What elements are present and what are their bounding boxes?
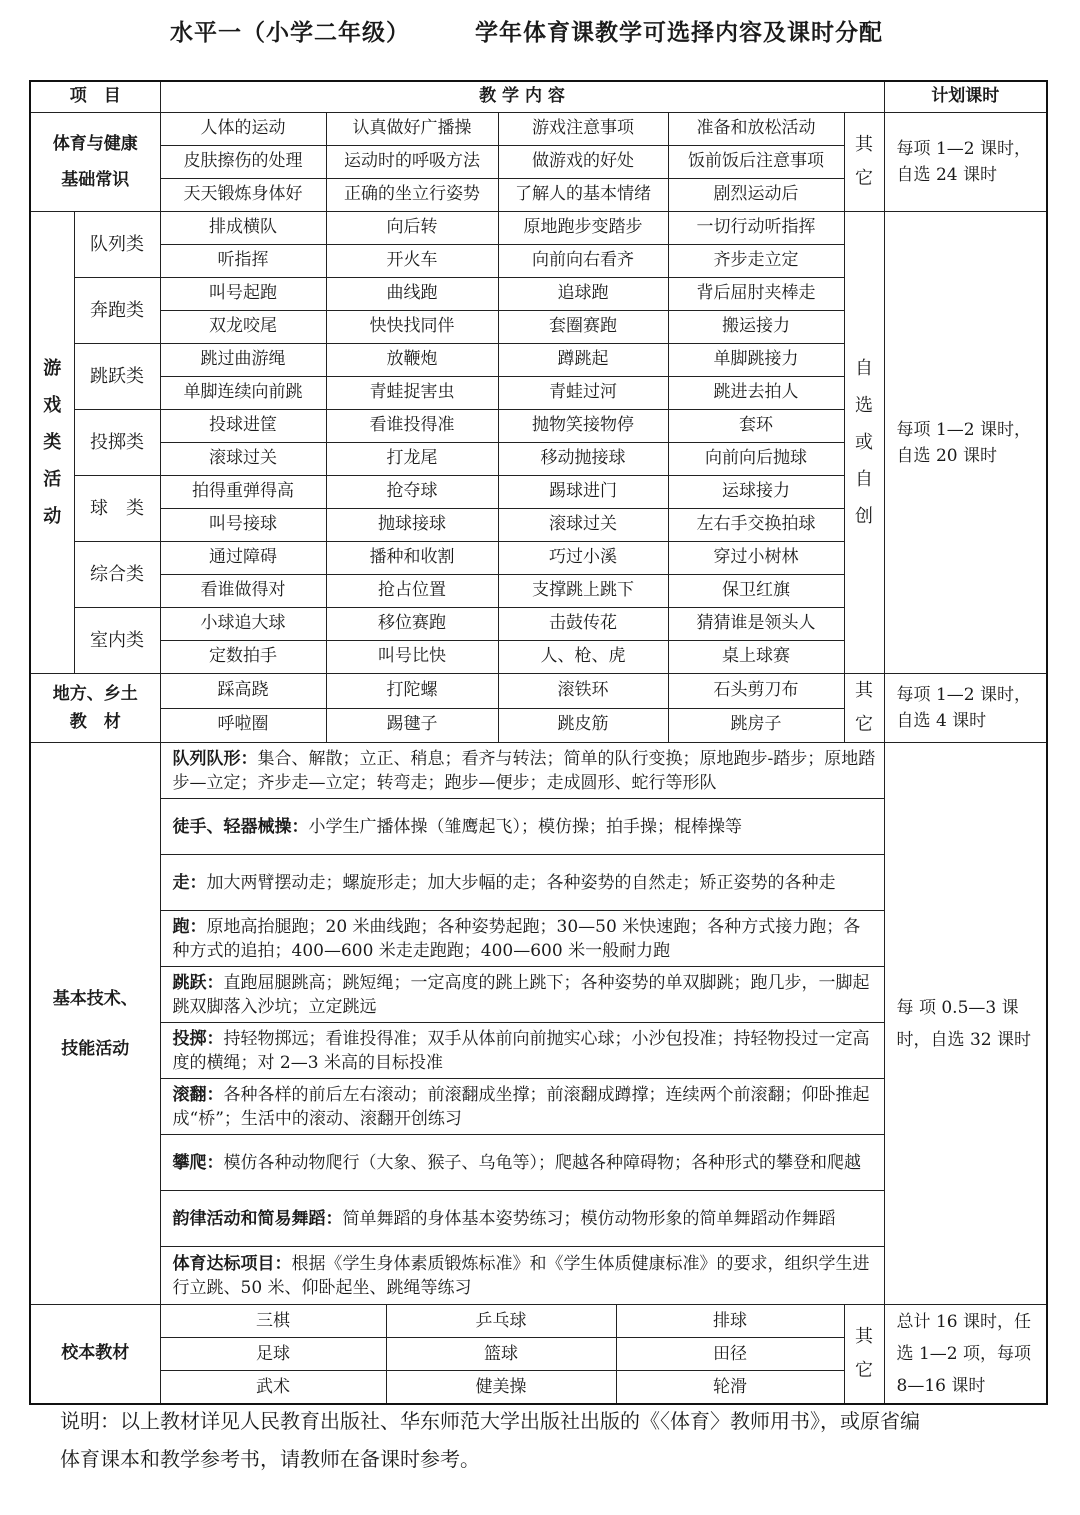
content-cell: 开火车 xyxy=(326,245,498,278)
content-cell: 套圈赛跑 xyxy=(498,311,668,344)
content-cell: 天天锻炼身体好 xyxy=(160,179,326,212)
local-label xyxy=(30,674,160,743)
content-cell: 叫号起跑 xyxy=(160,278,326,311)
content-cell: 踢毽子 xyxy=(326,708,498,743)
content-cell: 滚球过关 xyxy=(498,509,668,542)
skills-hours xyxy=(884,743,1047,1305)
content-cell: 单脚跳接力 xyxy=(668,344,844,377)
content-cell: 皮肤擦伤的处理 xyxy=(160,146,326,179)
skill-head: 投掷： xyxy=(172,1028,224,1049)
health-label-line2: 基础常识 xyxy=(61,170,130,190)
content-cell: 快快找同伴 xyxy=(326,311,498,344)
skill-text: 持轻物掷远；看谁投得准；双手从体前向前抛实心球；小沙包投准；持轻物投过一定高度的横绳；对 2—3 米高的目标投准 xyxy=(172,1028,870,1073)
category-label: 综合类 xyxy=(74,542,160,608)
health-hours-line1: 每项 1—2 课时， xyxy=(896,139,1031,159)
content-cell: 三棋 xyxy=(161,1305,387,1337)
table-row xyxy=(30,212,1047,245)
local-label-line2: 教 材 xyxy=(69,712,121,732)
table-row xyxy=(30,1305,1047,1338)
category-label: 室内类 xyxy=(74,608,160,674)
other-label: 其 它 xyxy=(844,1305,884,1405)
table-row xyxy=(30,674,1047,709)
header-project: 项 目 xyxy=(30,81,160,113)
table-row xyxy=(30,113,1047,146)
content-cell: 巧过小溪 xyxy=(498,542,668,575)
content-cell: 跳房子 xyxy=(668,708,844,743)
content-cell: 田径 xyxy=(713,1344,747,1364)
skill-item xyxy=(160,855,884,911)
school-label: 校本教材 xyxy=(30,1305,160,1405)
content-cell: 猜猜谁是领头人 xyxy=(668,608,844,641)
content-cell: 运球接力 xyxy=(668,476,844,509)
content-cell: 一切行动听指挥 xyxy=(668,212,844,245)
skill-text: 简单舞蹈的身体基本姿势练习；模仿动物形象的简单舞蹈动作舞蹈 xyxy=(342,1208,836,1229)
skill-head: 跳跃： xyxy=(172,972,224,993)
content-cell: 抢夺球 xyxy=(326,476,498,509)
content-cell: 正确的坐立行姿势 xyxy=(326,179,498,212)
skills-hours-line2: 时，自选 32 课时 xyxy=(896,1029,1031,1050)
local-label-line1: 地方、乡土 xyxy=(52,684,138,704)
content-cell: 套环 xyxy=(668,410,844,443)
content-cell: 左右手交换拍球 xyxy=(668,509,844,542)
school-row-flex xyxy=(161,1305,844,1337)
skill-head: 体育达标项目： xyxy=(172,1253,292,1274)
games-hours-line2: 自选 20 课时 xyxy=(896,445,997,466)
content-cell: 运动时的呼吸方法 xyxy=(326,146,498,179)
health-label xyxy=(30,113,160,212)
local-hours-line1: 每项 1—2 课时， xyxy=(896,685,1031,705)
skill-head: 队列队形： xyxy=(172,748,258,769)
health-hours-line2: 自选 24 课时 xyxy=(896,165,997,185)
skills-label-line1: 基本技术、 xyxy=(52,988,138,1009)
skill-head: 跑： xyxy=(172,916,207,937)
content-cell: 叫号接球 xyxy=(160,509,326,542)
content-cell: 曲线跑 xyxy=(326,278,498,311)
content-cell: 排成横队 xyxy=(160,212,326,245)
choice-label: 自 选 或 自 创 xyxy=(844,212,884,674)
skill-head: 滚翻： xyxy=(172,1084,224,1105)
content-cell: 看谁投得准 xyxy=(326,410,498,443)
content-cell: 蹲跳起 xyxy=(498,344,668,377)
content-cell: 穿过小树林 xyxy=(668,542,844,575)
content-cell: 单脚连续向前跳 xyxy=(160,377,326,410)
content-cell: 向后转 xyxy=(326,212,498,245)
games-hours-line1: 每项 1—2 课时， xyxy=(896,419,1031,440)
skill-text: 直跑屈腿跳高；跳短绳；一定高度的跳上跳下；各种姿势的单双脚跳；跑几步，一脚起跳双脚落入沙坑；立定跳远 xyxy=(172,972,870,1017)
skills-label xyxy=(30,743,160,1305)
games-hours xyxy=(884,212,1047,674)
skill-text: 小学生广播体操（雏鹰起飞）；模仿操；拍手操；棍棒操等 xyxy=(308,816,742,837)
footnote xyxy=(60,1402,1030,1478)
content-cell: 放鞭炮 xyxy=(326,344,498,377)
skill-head: 攀爬： xyxy=(172,1152,224,1173)
content-cell: 剧烈运动后 xyxy=(668,179,844,212)
skill-item xyxy=(160,1135,884,1191)
content-cell: 准备和放松活动 xyxy=(668,113,844,146)
local-hours-line2: 自选 4 课时 xyxy=(896,711,987,731)
content-cell: 青蛙捉害虫 xyxy=(326,377,498,410)
header-content: 教 学 内 容 xyxy=(160,81,884,113)
content-cell: 看谁做得对 xyxy=(160,575,326,608)
content-cell: 游戏注意事项 xyxy=(498,113,668,146)
category-label: 队列类 xyxy=(74,212,160,278)
school-row-cells xyxy=(160,1305,844,1338)
content-cell: 保卫红旗 xyxy=(668,575,844,608)
skill-head: 走： xyxy=(172,872,207,893)
page-title xyxy=(0,14,1080,54)
content-cell: 篮球 xyxy=(387,1338,617,1370)
content-cell: 抢占位置 xyxy=(326,575,498,608)
content-cell: 听指挥 xyxy=(160,245,326,278)
curriculum-table xyxy=(29,80,1048,1405)
content-cell: 饭前饭后注意事项 xyxy=(668,146,844,179)
games-label: 游 戏 类 活 动 xyxy=(30,212,74,674)
content-cell: 排球 xyxy=(713,1311,747,1331)
content-cell: 齐步走立定 xyxy=(668,245,844,278)
school-row-cells xyxy=(160,1371,844,1405)
school-row-cells xyxy=(160,1338,844,1371)
skill-text: 模仿各种动物爬行（大象、猴子、乌龟等）；爬越各种障碍物；各种形式的攀登和爬越 xyxy=(223,1152,861,1173)
content-cell: 搬运接力 xyxy=(668,311,844,344)
footnote-line1: 说明：以上教材详见人民教育出版社、华东师范大学出版社出版的《〈体育〉教师用书》，或原省编 xyxy=(60,1409,920,1433)
category-label: 球 类 xyxy=(74,476,160,542)
content-cell: 跳皮筋 xyxy=(498,708,668,743)
content-cell: 轮滑 xyxy=(713,1377,747,1397)
content-cell: 呼啦圈 xyxy=(160,708,326,743)
content-cell: 乒乓球 xyxy=(387,1305,617,1337)
school-row-flex xyxy=(161,1371,844,1403)
content-cell: 人体的运动 xyxy=(160,113,326,146)
skill-item xyxy=(160,743,884,799)
content-cell: 抛球接球 xyxy=(326,509,498,542)
other-label: 其 它 xyxy=(844,674,884,743)
content-cell: 滚铁环 xyxy=(498,674,668,709)
content-cell: 播种和收割 xyxy=(326,542,498,575)
skill-text: 根据《学生身体素质锻炼标准》和《学生体质健康标准》的要求，组织学生进行立跳、50 米、仰卧起坐、跳绳等练习 xyxy=(172,1253,870,1298)
content-cell: 桌上球赛 xyxy=(668,641,844,674)
skill-head: 徒手、轻器械操： xyxy=(172,816,309,837)
category-label: 跳跃类 xyxy=(74,344,160,410)
content-cell: 石头剪刀布 xyxy=(668,674,844,709)
other-label: 其 它 xyxy=(844,113,884,212)
header-hours: 计划课时 xyxy=(884,81,1047,113)
content-cell: 原地跑步变踏步 xyxy=(498,212,668,245)
skill-item xyxy=(160,1191,884,1247)
content-cell: 跳进去拍人 xyxy=(668,377,844,410)
content-cell: 向前向后抛球 xyxy=(668,443,844,476)
content-cell: 踢球进门 xyxy=(498,476,668,509)
skills-hours-line1: 每 项 0.5—3 课 xyxy=(896,997,1019,1018)
content-cell: 健美操 xyxy=(387,1371,617,1403)
category-label: 投掷类 xyxy=(74,410,160,476)
content-cell: 击鼓传花 xyxy=(498,608,668,641)
skill-text: 集合、解散；立正、稍息；看齐与转法；简单的队行变换；原地跑步-踏步；原地踏步—立定；齐步走—立定；转弯走；跑步—便步；走成圆形、蛇行等形队 xyxy=(172,748,876,793)
content-cell: 打龙尾 xyxy=(326,443,498,476)
content-cell: 滚球过关 xyxy=(160,443,326,476)
skill-item xyxy=(160,799,884,855)
content-cell: 移位赛跑 xyxy=(326,608,498,641)
content-cell: 足球 xyxy=(161,1338,387,1370)
health-hours xyxy=(884,113,1047,212)
content-cell: 人、枪、虎 xyxy=(498,641,668,674)
content-cell: 小球追大球 xyxy=(160,608,326,641)
skill-item xyxy=(160,1247,884,1305)
content-cell: 踩高跷 xyxy=(160,674,326,709)
content-cell: 青蛙过河 xyxy=(498,377,668,410)
content-cell: 定数拍手 xyxy=(160,641,326,674)
skill-item xyxy=(160,911,884,967)
skill-head: 韵律活动和简易舞蹈： xyxy=(172,1208,343,1229)
skill-text: 各种各样的前后左右滚动；前滚翻成坐撑；前滚翻成蹲撑；连续两个前滚翻；仰卧推起成“桥”；生活中的滚动、滚翻开创练习 xyxy=(172,1084,870,1129)
footnote-line2: 体育课本和教学参考书，请教师在备课时参考。 xyxy=(60,1447,480,1471)
content-cell: 打陀螺 xyxy=(326,674,498,709)
school-row-flex xyxy=(161,1338,844,1370)
title-level: 水平一（小学二年级） xyxy=(170,20,410,46)
content-cell: 背后屈肘夹棒走 xyxy=(668,278,844,311)
health-label-line1: 体育与健康 xyxy=(52,134,138,154)
table-row xyxy=(30,743,1047,799)
school-hours: 总计 16 课时，任选 1—2 项，每项 8—16 课时 xyxy=(884,1305,1047,1405)
content-cell: 抛物笑接物停 xyxy=(498,410,668,443)
content-cell: 叫号比快 xyxy=(326,641,498,674)
content-cell: 武术 xyxy=(161,1371,387,1403)
content-cell: 跳过曲游绳 xyxy=(160,344,326,377)
skills-label-line2: 技能活动 xyxy=(61,1038,130,1059)
content-cell: 做游戏的好处 xyxy=(498,146,668,179)
content-cell: 追球跑 xyxy=(498,278,668,311)
content-cell: 双龙咬尾 xyxy=(160,311,326,344)
content-cell: 了解人的基本情绪 xyxy=(498,179,668,212)
content-cell: 投球进筐 xyxy=(160,410,326,443)
header-row xyxy=(30,81,1047,113)
skill-item xyxy=(160,1079,884,1135)
content-cell: 通过障碍 xyxy=(160,542,326,575)
title-subject: 学年体育课教学可选择内容及课时分配 xyxy=(475,20,883,46)
category-label: 奔跑类 xyxy=(74,278,160,344)
content-cell: 支撑跳上跳下 xyxy=(498,575,668,608)
skill-text: 加大两臂摆动走；螺旋形走；加大步幅的走；各种姿势的自然走；矫正姿势的各种走 xyxy=(206,872,836,893)
skill-item xyxy=(160,967,884,1023)
content-cell: 向前向右看齐 xyxy=(498,245,668,278)
skill-text: 原地高抬腿跑；20 米曲线跑；各种姿势起跑；30—50 米快速跑；各种方式接力跑；各种方式的追拍；400—600 米走走跑跑；400—600 米一般耐力跑 xyxy=(172,916,861,961)
content-cell: 拍得重弹得高 xyxy=(160,476,326,509)
content-cell: 移动抛接球 xyxy=(498,443,668,476)
skill-item xyxy=(160,1023,884,1079)
content-cell: 认真做好广播操 xyxy=(326,113,498,146)
local-hours xyxy=(884,674,1047,743)
